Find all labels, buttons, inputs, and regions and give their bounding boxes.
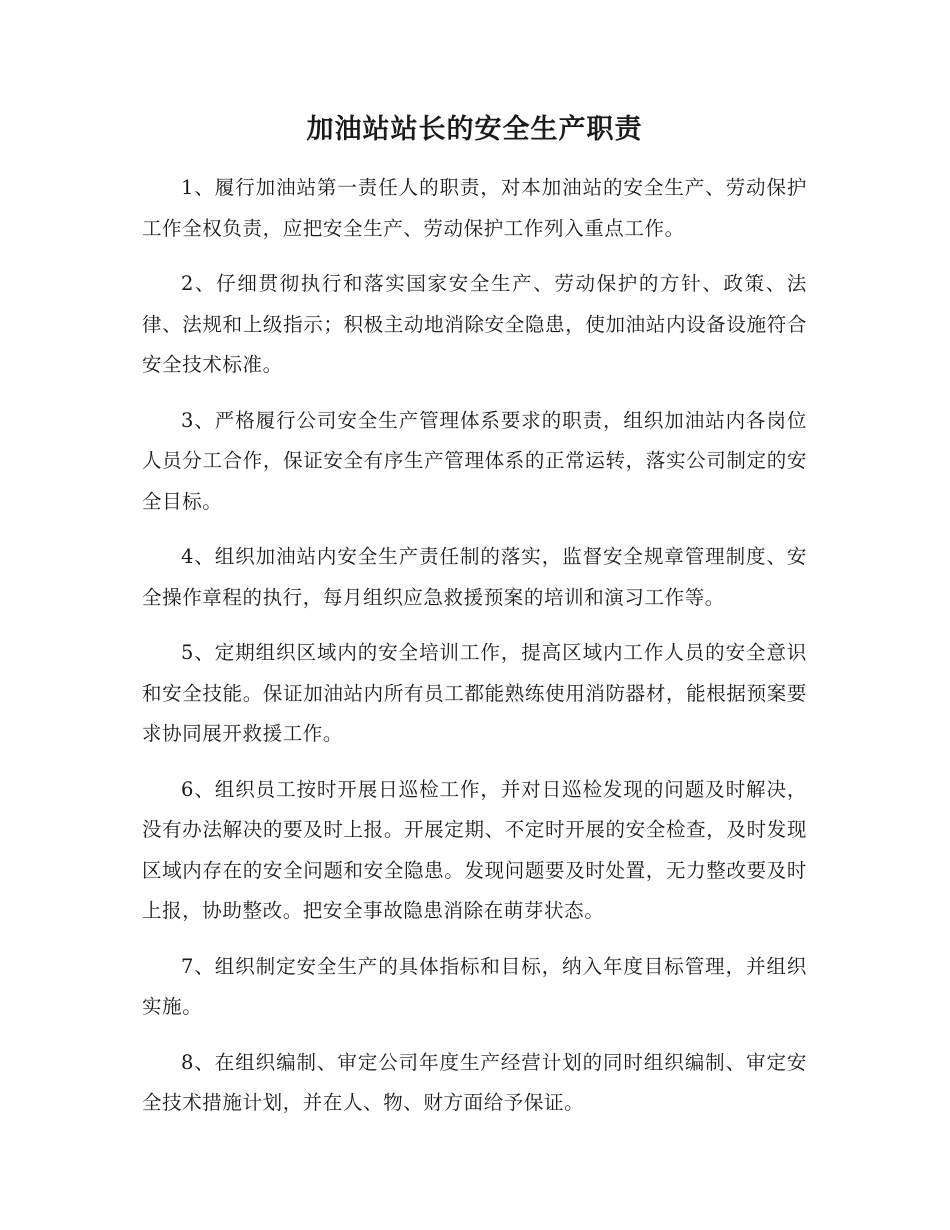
paragraph-8: 8、在组织编制、审定公司年度生产经营计划的同时组织编制、审定安全技术措施计划，并在人、物、财方面给予保证。 [142, 1050, 807, 1114]
paragraph-2: 2、仔细贯彻执行和落实国家安全生产、劳动保护的方针、政策、法律、法规和上级指示；积极主动地消除安全隐患，使加油站内设备设施符合安全技术标准。 [142, 272, 807, 376]
paragraph-5: 5、定期组织区域内的安全培训工作，提高区域内工作人员的安全意识和安全技能。保证加油站内所有员工都能熟练使用消防器材，能根据预案要求协同展开救援工作。 [142, 641, 807, 745]
paragraph-3: 3、严格履行公司安全生产管理体系要求的职责，组织加油站内各岗位人员分工合作，保证安全有序生产管理体系的正常运转，落实公司制定的安全目标。 [142, 408, 807, 513]
paragraph-6: 6、组织员工按时开展日巡检工作，并对日巡检发现的问题及时解决，没有办法解决的要及时上报。开展定期、不定时开展的安全检查，及时发现区域内存在的安全问题和安全隐患。发现问题要及时处置，无力整改要及时上报，协助整改。把安全事故隐患消除在萌芽状态。 [142, 777, 807, 922]
paragraph-7: 7、组织制定安全生产的具体指标和目标，纳入年度目标管理，并组织实施。 [142, 954, 807, 1018]
document-page [142, 110, 807, 1139]
document-title: 加油站站长的安全生产职责 [306, 114, 643, 145]
paragraph-4: 4、组织加油站内安全生产责任制的落实，监督安全规章管理制度、安全操作章程的执行，每月组织应急救援预案的培训和演习工作等。 [142, 545, 807, 609]
paragraph-1: 1、履行加油站第一责任人的职责，对本加油站的安全生产、劳动保护工作全权负责，应把安全生产、劳动保护工作列入重点工作。 [142, 176, 807, 240]
